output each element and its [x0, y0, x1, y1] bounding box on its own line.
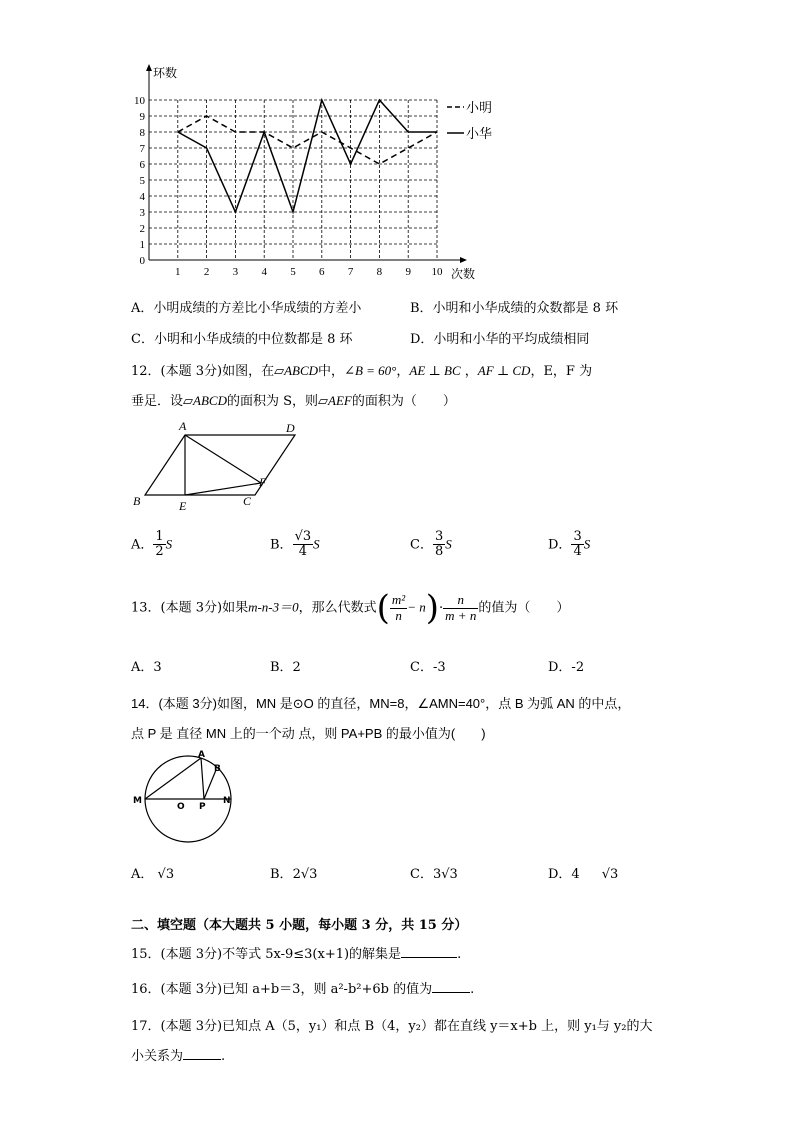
x-tick-label: 5: [290, 266, 296, 278]
series-line-xiaohua: [178, 100, 437, 212]
label-e: E: [179, 499, 187, 513]
y-tick-label: 5: [139, 175, 145, 187]
q13-stem: 13．(本题 3分)如果m-n-3＝0，那么代数式( $\frac{\text{m²}}{n}$ − n)· $\frac{n}{m + n}$ 的值为（ ）: [131, 588, 570, 628]
y-tick-label: 3: [139, 207, 145, 219]
x-tick-label: 3: [232, 266, 239, 278]
q13-option-d: D．-2: [548, 660, 585, 675]
q11-option-a: A．小明成绩的方差比小华成绩的方差小: [131, 301, 362, 316]
q13-option-c: C．-3: [410, 660, 446, 675]
parallelogram-figure: [128, 418, 308, 518]
y-tick-label: 9: [139, 111, 145, 123]
q14-option-c: C．3√3: [410, 867, 458, 882]
q14-option-b: B．2√3: [270, 867, 318, 882]
x-axis-arrow: [460, 257, 467, 263]
y-tick-label: 7: [139, 143, 145, 155]
label-n: N: [223, 796, 231, 806]
score-line-chart: [120, 60, 520, 290]
y-tick-label: 8: [139, 127, 145, 139]
label-a: A: [179, 419, 187, 433]
chart-legend: [447, 101, 492, 142]
label-a: A: [198, 750, 205, 760]
q16: 16．(本题 3分)已知 a+b＝3，则 a²-b²+6b 的值为 .: [131, 982, 475, 997]
q12-line2: 垂足．设▱ABCD的面积为 S，则▱AEF的面积为（ ）: [131, 393, 456, 409]
y-tick-label: 10: [134, 95, 145, 107]
q11-option-d: D．小明和小华的平均成绩相同: [410, 332, 590, 347]
x-tick-label: 7: [347, 266, 354, 278]
x-tick-label: 9: [405, 266, 411, 278]
q11-option-c: C．小明和小华成绩的中位数都是 8 环: [131, 332, 353, 347]
y-tick-label: 1: [139, 239, 145, 251]
q13-option-a: A．3: [131, 660, 162, 675]
x-tick-label: 2: [203, 266, 210, 278]
label-m: M: [133, 796, 142, 806]
y-axis-label: 环数: [153, 66, 178, 80]
q14-option-a: A． √3: [131, 867, 175, 882]
q12-option-c: C． $\frac{3}{8}$ S: [410, 529, 452, 560]
q14-line2: 点 P 是 直径 MN 上的一个动 点，则 PA+PB 的最小值为( ): [131, 726, 486, 741]
y-tick-label: 0: [139, 255, 145, 267]
q12-option-a: A． $\frac{1}{2}$ S: [131, 529, 173, 560]
legend-label: 小华: [466, 127, 493, 142]
q13-option-b: B．2: [270, 660, 301, 675]
label-d: D: [286, 421, 295, 435]
x-axis-label: 次数: [451, 267, 476, 281]
label-b: B: [133, 494, 141, 508]
x-tick-label: 10: [431, 266, 443, 278]
y-tick-label: 4: [139, 191, 145, 203]
y-tick-label: 2: [139, 223, 145, 235]
q15: 15．(本题 3分)不等式 5x-9≤3(x+1)的解集是 .: [131, 947, 462, 962]
chart-grid: [149, 100, 437, 260]
y-axis-arrow: [146, 64, 152, 71]
section-heading: 二、填空题（本大题共 5 小题，每小题 3 分，共 15 分）: [131, 918, 468, 933]
chart-ticks: [134, 95, 443, 278]
q12-option-d: D． $\frac{3}{4}$ S: [548, 529, 591, 560]
circle-figure: [128, 748, 248, 848]
label-c: C: [243, 494, 252, 508]
q12-line1: 12．(本题 3分)如图，在▱ABCD中，∠B = 60°，AE ⊥ BC ，AF ⊥ CD，E，F 为: [131, 363, 593, 379]
x-tick-label: 4: [261, 266, 267, 278]
x-tick-label: 6: [319, 266, 325, 278]
q14-option-d: D．4 √3: [548, 867, 619, 882]
x-tick-label: 1: [175, 266, 181, 278]
label-f: F: [259, 475, 267, 489]
q17-line2: 小关系为 .: [131, 1049, 226, 1064]
chart-axes: [146, 64, 475, 281]
q12-option-b: B． $\frac{√3}{4}$ S: [270, 529, 320, 560]
chart-series: [178, 100, 437, 212]
q14-line1: 14．(本题 3分)如图，MN 是⊙O 的直径，MN=8，∠AMN=40°，点 B 为弧 AN 的中点，: [131, 696, 631, 711]
label-o: O: [177, 802, 185, 812]
q11-option-b: B．小明和小华成绩的众数都是 8 环: [410, 301, 619, 316]
q17-line1: 17．(本题 3分)已知点 A（5，y₁）和点 B（4，y₂）都在直线 y＝x+b 上，则 y₁与 y₂的大: [131, 1019, 653, 1034]
label-p: P: [199, 802, 206, 812]
y-tick-label: 6: [139, 159, 145, 171]
x-tick-label: 8: [376, 266, 383, 278]
label-b: B: [214, 764, 221, 774]
legend-label: 小明: [466, 101, 493, 116]
